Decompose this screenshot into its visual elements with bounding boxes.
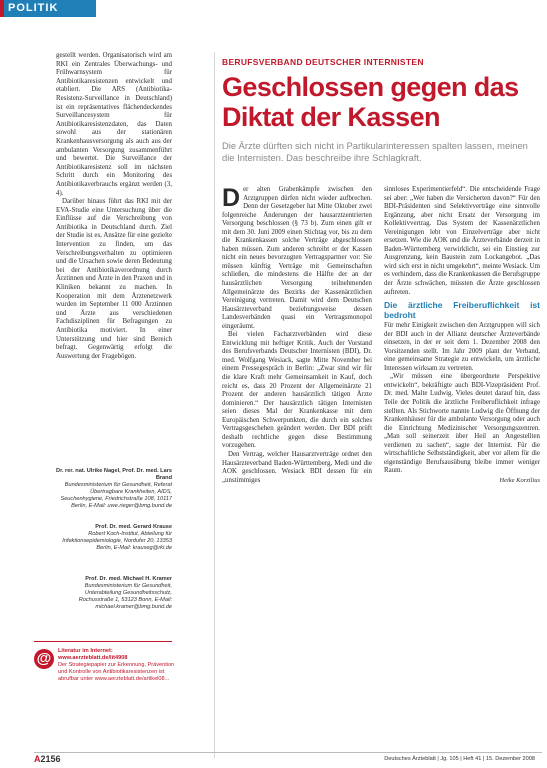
author-address: Bundesministerium für Gesundheit, Unterabteilung Gesundheitsschutz, Rochusstraße 1, 53123 Bonn, E-Mail: michael.kramer@bmg.bund.de (78, 583, 172, 610)
page-prefix: A (34, 754, 41, 764)
left-paragraph: Darüber hinaus führt das RKI mit der EVA-Studie eine Untersuchung über die Einflüsse auf die Verschreibung von Antibiotika in Deutschland durch. Ziel der Studie ist es, Ansätze für eine gezielte Intervention zu finden, um das Verschreibungsverhalten zu optimieren und die Ursachen sowie deren Bedeutung bei der Antibiotikaverordnung durch Ärztinnen und Ärzte in den Praxen und in Kliniken bekannt zu machen. In Kooperation mit dem Ärztenetzwerk wurden im September 11 000 Ärztinnen und Ärzte aus verschiedenen Fachdisziplinen für Befragungen zu Antibiotika motiviert. In einer Unterstützung und hier sind Bereich befragt. Gegenwärtig erfolgt die Auswertung der Fragebögen. (56, 198, 172, 360)
article-headline: Geschlossen gegen das Diktat der Kassen (222, 72, 519, 132)
article-paragraph: er alten Grabenkämpfe zwischen den Arztgruppen dürfen nicht wieder aufbrechen. Denn der Gesetzgeber hat Mitte Oktober zwei folgenreiche Änderungen der hausarztzentrierten Versorgung beschlossen (§ 73 b). Zum einen gilt er mit dem 30. Juni 2009 einen Stichtag vor, bis zu dem die Krankenkassen solche Verträge abgeschlossen haben müssen. Zum anderen schreibt er der Kassen nicht ein neues bevorzugten Vertragspartner vor: Sie müssen künftig Verträge mit Gemeinschaften schließen, die mindestens die Hälfte der an der hausärztlichen Versorgung teilnehmenden Allgemeinärzte des Bezirks der Kassenärztlichen Vereinigung vertreten. Damit wird dem Deutschen Hausärzteverband beziehungsweise dessen Landesverbänden quasi ein Vertragsmonopol eingeräumt. (222, 186, 372, 330)
section-tab (0, 0, 96, 17)
author-block (56, 468, 172, 510)
previous-article-text (56, 52, 172, 361)
article-subhead: Die Ärzte dürften sich nicht in Partikularinteressen spalten lassen, meinen die Internisten. Das beschreibe ihre Schlagkraft. (222, 140, 528, 163)
page-number (34, 754, 61, 764)
article-kicker: BERUFSVERBAND DEUTSCHER INTERNISTEN (222, 57, 424, 67)
article-column-1 (222, 186, 372, 485)
author-address: Robert Koch-Institut, Abteilung für Infektionsepidemiologie, Nordufer 20, 13353 Berlin, E-Mail: krauseg@rki.de (62, 531, 172, 551)
author-block (56, 524, 172, 552)
internet-box (34, 641, 175, 682)
article-signature (384, 477, 540, 486)
author-names: Dr. rer. nat. Ulrike Nagel, Prof. Dr. med. Lars Brand (56, 468, 172, 481)
article-paragraph: sinnloses Experimentierfeld“. Die entscheidende Frage sei aber: „Wer haben die Versicherten davon?“ Für den BDI-Präsidenten sind Selektivverträge eine sinnvolle Ergänzung, aber nicht Ersatz der Versorgung im Kollektivvertrag. Das System der Kassenärztlichen Vereinigungen lebt von Einzelverträge aber nicht ersetzen. Wie die AOK und die Ärzteverbände derzeit in Baden-Württemberg verwirklicht, sei ein Einstieg zur Ausgrenzung, kein Baustein zum Lockangebot. „Das wird sich erst in nicht umgekehrt“, meinte Wesiack. Um es verhindern, dass die Krankenkassen die Berufsgruppe der Ärzte schwächen, müssten die Ärzte geschlossen auftreten. (384, 186, 540, 296)
at-sign-icon: @ (34, 649, 54, 669)
footer-rule (34, 752, 542, 753)
column-divider (214, 52, 215, 758)
page-value: 2156 (40, 754, 61, 764)
internet-body[interactable]: Der Strategiepapier zur Erkennung, Prävention und Kontrolle von Antibiotikaresistenzen ist abrufbar unter www.aerzteblatt.de/artikel08... (58, 662, 175, 682)
section-accent-bar (0, 0, 4, 17)
author-names: Prof. Dr. med. Michael H. Kramer (85, 576, 172, 582)
internet-title[interactable]: Literatur im Internet: www.aerzteblatt.de/lit4908 (58, 648, 128, 661)
article-paragraph: Für mehr Einigkeit zwischen den Arztgruppen will sich der BDI auch in der Allianz deutscher Ärzteverbände einsetzen, in der er seit dem 1. Dezember 2008 den Vorsitzenden stellt. Im Jahr 2009 plant der Verband, eine gemeinsame Strategie zu entwickeln, um ärztliche Interessen wirksam zu vertreten. (384, 322, 540, 372)
journal-citation: Deutsches Ärzteblatt | Jg. 105 | Heft 41 | 15. Dezember 2008 (384, 756, 535, 762)
signature-text: Heike Korzilius (499, 476, 540, 484)
drop-cap: D (222, 184, 241, 212)
author-address: Bundesministerium für Gesundheit, Referat Übertragbare Krankheiten, AIDS, Seuchenhygiene, Friedrichstraße 108, 10117 Berlin, E-Mail: uwe.rieger@bmg.bund.de (60, 482, 172, 509)
article-paragraph: Bei vielen Facharztverbänden wird diese Entwicklung mit heftiger Kritik. Auch der Vorstand des Berufsverbands Deutscher Internisten (BDI), Dr. med. Wolfgang Wesiack, sagte Mitte November bei einem Pressegespräch in Berlin: „Zwar sind wir für die klare Kraft mehr Gemeinsamkeit in Kauf, doch reicht es, dass 20 Prozent der Allgemeinärzte 21 Prozent der anderen hausärztlich tätigen Ärzte dominieren.“ Der hausärztlich tätigen Internisten seien dieses Mal der Krankenkasse mit dem Europäischen Schwerpunkten, die durch ein solches Vertragsgeschehen geändert werden. Der BDI prüft deshalb rechtliche gegen diese Bestimmung vorzugehen. (222, 331, 372, 450)
internet-text[interactable] (58, 648, 176, 683)
article-subheading: Die ärztliche Freiberuflichkeit ist bedroht (384, 300, 540, 320)
author-block (56, 576, 172, 611)
article-paragraph: Den Vertrag, welcher Hausarztverträge ordnet den Hausärzteverband Baden-Württemberg, Medi und die AOK geschlossen. Wesiack BDI dessen für ein „unstimmiges (222, 450, 372, 484)
article-column-2 (384, 186, 540, 486)
left-paragraph: gestellt werden. Organisatorisch wird am RKI ein Zentrales Überwachungs- und Frühwarnsystem für Antibiotikaresistenzen entwickelt und etabliert. Die ARS (Antibiotika-Resistenz-Surveillance in Deutschland) ist ein repräsentatives flächendeckendes Surveillancesystem für Antibiotikaresistenzdaten, das Daten sowohl aus der stationären Krankenhausversorgung als auch aus der ambulanten Versorgung zusammenführt und bewertet. Die Surveillance der Antibiotikaresistenz soll im nächsten Schritt durch ein Monitoring des Antibiotikaverbrauchs ergänzt werden (3, 4). (56, 52, 172, 197)
author-names: Prof. Dr. med. Gerard Krause (95, 524, 172, 530)
article-paragraph: „Wir müssen eine übergeordnete Perspektive entwickeln“, bekräftigte auch BDI-Vizepräsident Prof. Dr. med. Malte Ludwig. Vieles deutet darauf hin, dass Teile der Politik die ärztliche Freiberuflichkeit infrage stellten. Als Stichworte nannte Ludwig die Öffnung der Krankenhäuser für die ambulante Versorgung oder auch die Einrichtung Medizinischer Versorgungszentren. „Man soll seinerzeit über Heil an Angestellten verdienen zu sachen“, sagte der Internist. Für die wirtschaftliche Selbstständigkeit, aber vor allem für die eigenständige Berufsausübung bleibe immer weniger Raum. (384, 373, 540, 475)
section-label: POLITIK (8, 2, 59, 14)
